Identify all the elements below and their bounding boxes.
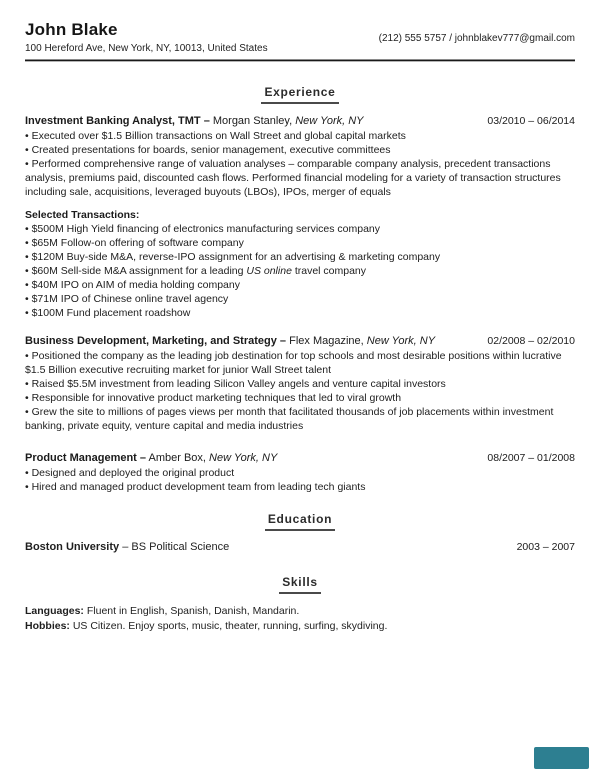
candidate-name: John Blake	[25, 20, 118, 39]
skill-line	[25, 604, 575, 619]
bullet-item: • $40M IPO on AIM of media holding company	[25, 279, 240, 291]
job-entry	[25, 452, 575, 494]
skill-label: Languages:	[25, 605, 84, 617]
bullet-text: • $60M Sell-side M&A assignment for a leading	[25, 265, 247, 277]
job-separator: –	[203, 115, 210, 127]
bullet-item: • Positioned the company as the leading job destination for top schools and most desirable positions within lucrative $1.5 Billion executive recruiting market for junior Wall Street talent	[25, 350, 562, 376]
education-section-heading	[25, 510, 575, 531]
bullet-item: • $71M IPO of Chinese online travel agency	[25, 293, 229, 305]
skill-text: Fluent in English, Spanish, Danish, Mandarin.	[86, 605, 300, 617]
contact-info: (212) 555 5757 / johnblakev777@gmail.com	[378, 33, 575, 44]
education-dates: 2003 – 2007	[516, 541, 575, 553]
bullet-item: • Raised $5.5M investment from leading Silicon Valley angels and venture capital investors	[25, 378, 446, 390]
selected-transactions	[25, 208, 575, 320]
job-role: Product Management	[25, 452, 137, 464]
job-entry	[25, 335, 575, 433]
degree: BS Political Science	[131, 541, 230, 553]
skill-text: US Citizen. Enjoy sports, music, theater, running, surfing, skydiving.	[72, 619, 388, 632]
skill-label: Hobbies:	[25, 619, 70, 632]
job-company: Flex Magazine,	[289, 335, 364, 347]
bullet-item	[25, 264, 575, 278]
header	[25, 20, 575, 54]
education-separator: –	[122, 541, 129, 553]
job-location: New York, NY	[366, 335, 436, 347]
bullet-item: • $100M Fund placement roadshow	[25, 307, 191, 319]
bullet-item: • $500M High Yield financing of electronics manufacturing services company	[25, 223, 381, 235]
header-divider	[25, 59, 575, 62]
bullet-item: • $65M Follow-on offering of software company	[25, 237, 244, 249]
school-name: Boston University	[25, 541, 120, 553]
job-location: New York, NY	[295, 115, 364, 127]
job-header	[25, 335, 575, 347]
section-title: Skills	[279, 575, 321, 594]
job-role: Business Development, Marketing, and Strategy	[25, 335, 277, 347]
job-bullets	[25, 349, 575, 433]
job-company: Morgan Stanley,	[212, 115, 293, 127]
job-title	[25, 115, 364, 127]
bullet-item: • Performed comprehensive range of valuation analyses – comparable company analysis, precedent transactions analysis, premiums paid, discounted cash flows. Performed financial modeling for a variety of transaction structures including sale, acquisitions, leveraged buyouts (LBOs), IPOs, merger of equals	[25, 158, 561, 198]
bullet-item: • $120M Buy-side M&A, reverse-IPO assignment for an advertising & marketing company	[25, 251, 441, 263]
bullet-item: • Responsible for innovative product marketing techniques that led to viral growth	[25, 392, 402, 404]
bullet-item: • Designed and deployed the original product	[25, 467, 235, 479]
bullet-italic-text: US online	[246, 265, 292, 277]
bullet-item: • Hired and managed product development team from leading tech giants	[25, 481, 366, 493]
job-title	[25, 452, 277, 464]
education-title	[25, 541, 229, 553]
candidate-address: 100 Hereford Ave, New York, NY, 10013, United States	[25, 43, 268, 54]
watermark-badge	[534, 747, 589, 769]
skills-list	[25, 604, 575, 633]
transactions-bullets	[25, 222, 575, 320]
bullet-text: travel company	[291, 265, 367, 277]
job-separator: –	[279, 335, 287, 347]
job-header	[25, 115, 575, 127]
section-title: Experience	[261, 85, 338, 104]
job-separator: –	[139, 452, 147, 464]
job-header	[25, 452, 575, 464]
bullet-item: • Grew the site to millions of pages views per month that facilitated thousands of job placements within investment banking, private equity, venture capital and media industries	[25, 406, 554, 432]
job-location: New York, NY	[209, 452, 278, 464]
job-bullets	[25, 466, 575, 494]
job-dates: 08/2007 – 01/2008	[487, 452, 575, 464]
job-dates: 03/2010 – 06/2014	[487, 115, 575, 127]
job-entry	[25, 115, 575, 320]
section-title: Education	[265, 512, 335, 531]
skill-line	[25, 619, 575, 634]
job-company: Amber Box,	[148, 452, 206, 464]
job-dates: 02/2008 – 02/2010	[487, 335, 575, 347]
education-entry	[25, 541, 575, 553]
header-left	[25, 20, 268, 54]
bullet-item: • Executed over $1.5 Billion transactions on Wall Street and global capital markets	[25, 130, 406, 142]
job-bullets	[25, 129, 575, 199]
job-role: Investment Banking Analyst, TMT	[25, 115, 201, 127]
skills-section-heading	[25, 573, 575, 594]
experience-section-heading	[25, 83, 575, 104]
transactions-heading: Selected Transactions:	[25, 209, 140, 221]
bullet-item: • Created presentations for boards, senior management, executive committees	[25, 144, 391, 156]
job-title	[25, 335, 435, 347]
